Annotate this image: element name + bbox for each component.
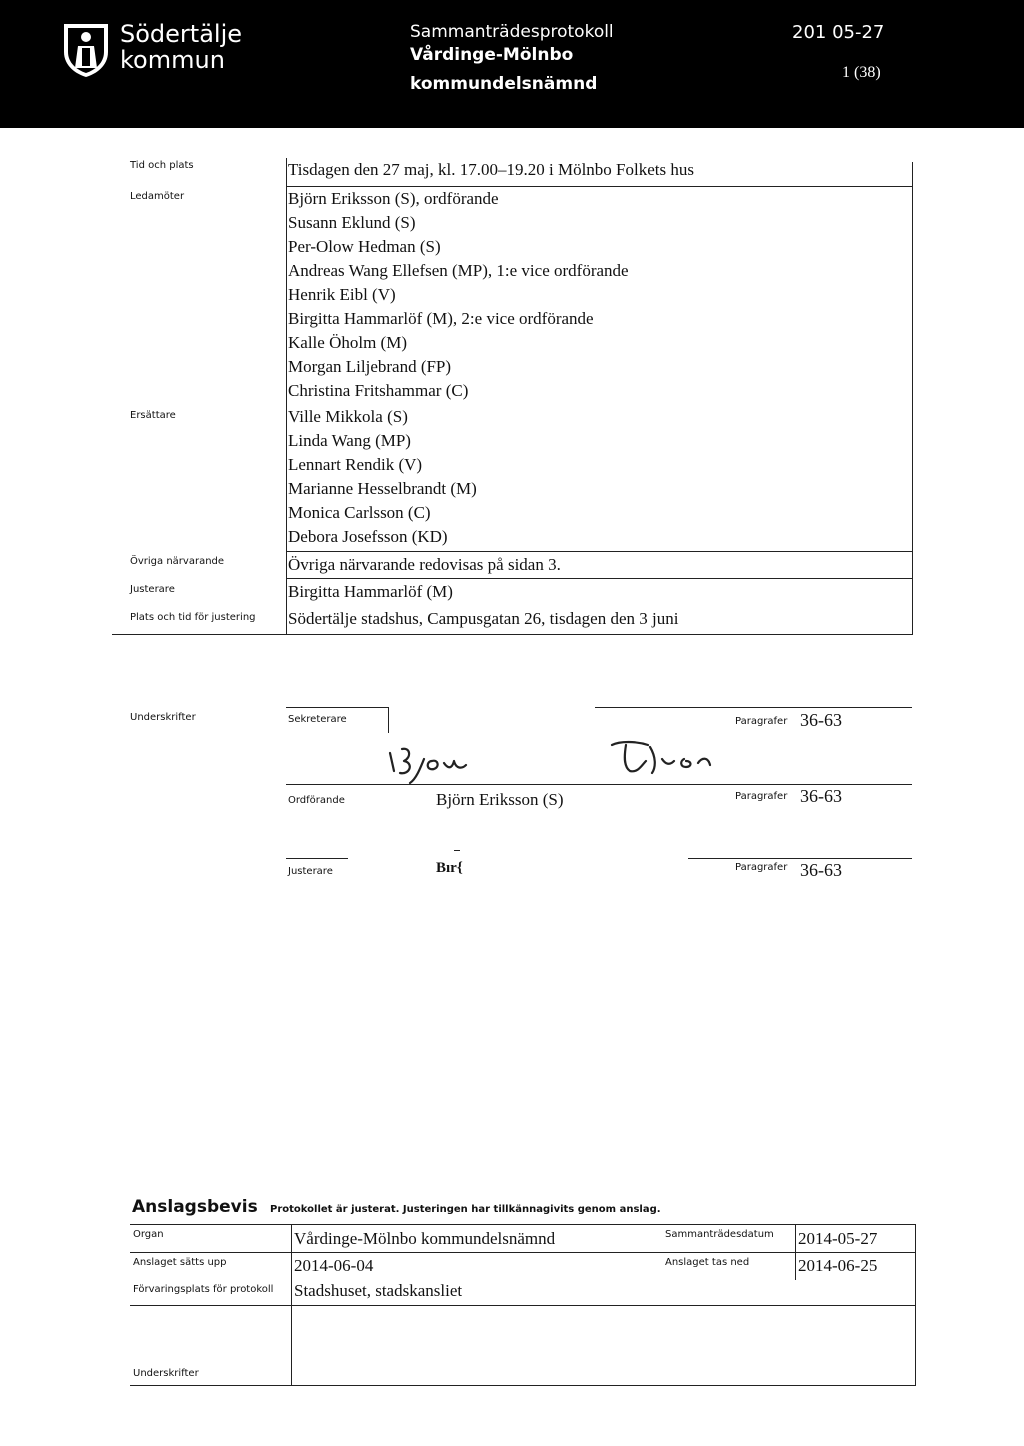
posted-label: Anslaget sätts upp [133, 1257, 227, 1268]
column-divider [291, 1224, 292, 1386]
member-item: Björn Eriksson (S), ordförande [288, 189, 499, 208]
secretary-label: Sekreterare [288, 714, 347, 725]
posted-value: 2014-06-04 [294, 1256, 374, 1275]
table-divider-left [286, 158, 287, 634]
others-present-label: Övriga närvarande [130, 556, 225, 567]
others-present-value: Övriga närvarande redovisas på sidan 3. [288, 555, 561, 574]
substitute-item: Debora Josefsson (KD) [288, 527, 448, 546]
signature-line [595, 707, 912, 708]
signature-line [286, 784, 912, 785]
signature-line [286, 707, 388, 708]
adjuster-label: Justerare [130, 584, 175, 595]
members-label: Ledamöter [130, 191, 185, 202]
paragraphs-label: Paragrafer [735, 716, 788, 727]
signatures-label: Underskrifter [130, 712, 196, 723]
committee-type: kommundelsnämnd [410, 74, 598, 94]
page-number: 1 (38) [842, 64, 881, 81]
anslagsbevis-title: Anslagsbevis [132, 1197, 258, 1217]
substitutes-label: Ersättare [130, 410, 176, 421]
committee-name: Vårdinge-Mölnbo [410, 45, 574, 65]
document-type: Sammanträdesprotokoll [410, 22, 614, 42]
substitute-item: Lennart Rendik (V) [288, 455, 423, 474]
adjust-place-value: Södertälje stadshus, Campusgatan 26, tisdagen den 3 juni [288, 609, 679, 628]
paragraphs-value: 36-63 [800, 860, 842, 880]
row-divider [286, 186, 913, 187]
handwritten-signature [380, 735, 720, 795]
table-divider-right [912, 162, 913, 634]
member-item: Andreas Wang Ellefsen (MP), 1:e vice ordförande [288, 261, 629, 280]
municipality-name: Södertälje [120, 20, 243, 48]
row-divider [286, 578, 913, 579]
member-item: Morgan Liljebrand (FP) [288, 357, 452, 376]
paragraphs-label: Paragrafer [735, 862, 788, 873]
table-right-line [915, 1224, 916, 1386]
chair-label: Ordförande [288, 795, 345, 806]
storage-value: Stadshuset, stadskansliet [294, 1281, 463, 1300]
municipality-suffix: kommun [120, 46, 225, 74]
table-top-line [130, 1224, 916, 1225]
substitute-item: Linda Wang (MP) [288, 431, 411, 450]
row-divider [286, 551, 913, 552]
adjuster-signature-label: Justerare [288, 866, 333, 877]
removed-value: 2014-06-25 [798, 1256, 878, 1275]
time-place-label: Tid och plats [130, 160, 194, 171]
member-item: Henrik Eibl (V) [288, 285, 396, 304]
meeting-date-value: 2014-05-27 [798, 1229, 878, 1248]
signature-line [454, 850, 460, 851]
adjust-place-label: Plats och tid för justering [130, 612, 256, 623]
table-bottom-line [112, 634, 913, 635]
paragraphs-label: Paragrafer [735, 791, 788, 802]
substitute-item: Marianne Hesselbrandt (M) [288, 479, 477, 498]
column-divider [795, 1224, 796, 1280]
signature-line [286, 858, 348, 859]
row-divider [130, 1305, 916, 1306]
member-item: Birgitta Hammarlöf (M), 2:e vice ordförande [288, 309, 594, 328]
document-header [0, 0, 1024, 128]
member-item: Per-Olow Hedman (S) [288, 237, 441, 256]
chair-name: Björn Eriksson (S) [436, 790, 564, 809]
removed-label: Anslaget tas ned [665, 1257, 750, 1268]
organ-value: Vårdinge-Mölnbo kommundelsnämnd [294, 1229, 556, 1248]
meeting-date-label: Sammanträdesdatum [665, 1229, 774, 1240]
municipality-coat-of-arms-icon [60, 22, 112, 78]
substitute-item: Ville Mikkola (S) [288, 407, 408, 426]
anslagsbevis-subtitle: Protokollet är justerat. Justeringen har tillkännagivits genom anslag. [270, 1204, 661, 1215]
member-item: Christina Fritshammar (C) [288, 381, 469, 400]
adjuster-value: Birgitta Hammarlöf (M) [288, 582, 453, 601]
paragraphs-value: 36-63 [800, 710, 842, 730]
time-place-value: Tisdagen den 27 maj, kl. 17.00–19.20 i Mölnbo Folkets hus [288, 160, 694, 179]
adjuster-signature-fragment: Bır{ [436, 860, 463, 876]
paragraphs-value: 36-63 [800, 786, 842, 806]
substitute-item: Monica Carlsson (C) [288, 503, 431, 522]
member-item: Susann Eklund (S) [288, 213, 416, 232]
anslag-signatures-label: Underskrifter [133, 1368, 199, 1379]
organ-label: Organ [133, 1229, 164, 1240]
table-bottom-line [130, 1385, 916, 1386]
row-divider [130, 1252, 916, 1253]
storage-label: Förvaringsplats för protokoll [133, 1284, 274, 1295]
signature-line [388, 707, 389, 733]
signature-line [688, 858, 912, 859]
document-date: 201 05-27 [792, 22, 885, 43]
member-item: Kalle Öholm (M) [288, 333, 407, 352]
